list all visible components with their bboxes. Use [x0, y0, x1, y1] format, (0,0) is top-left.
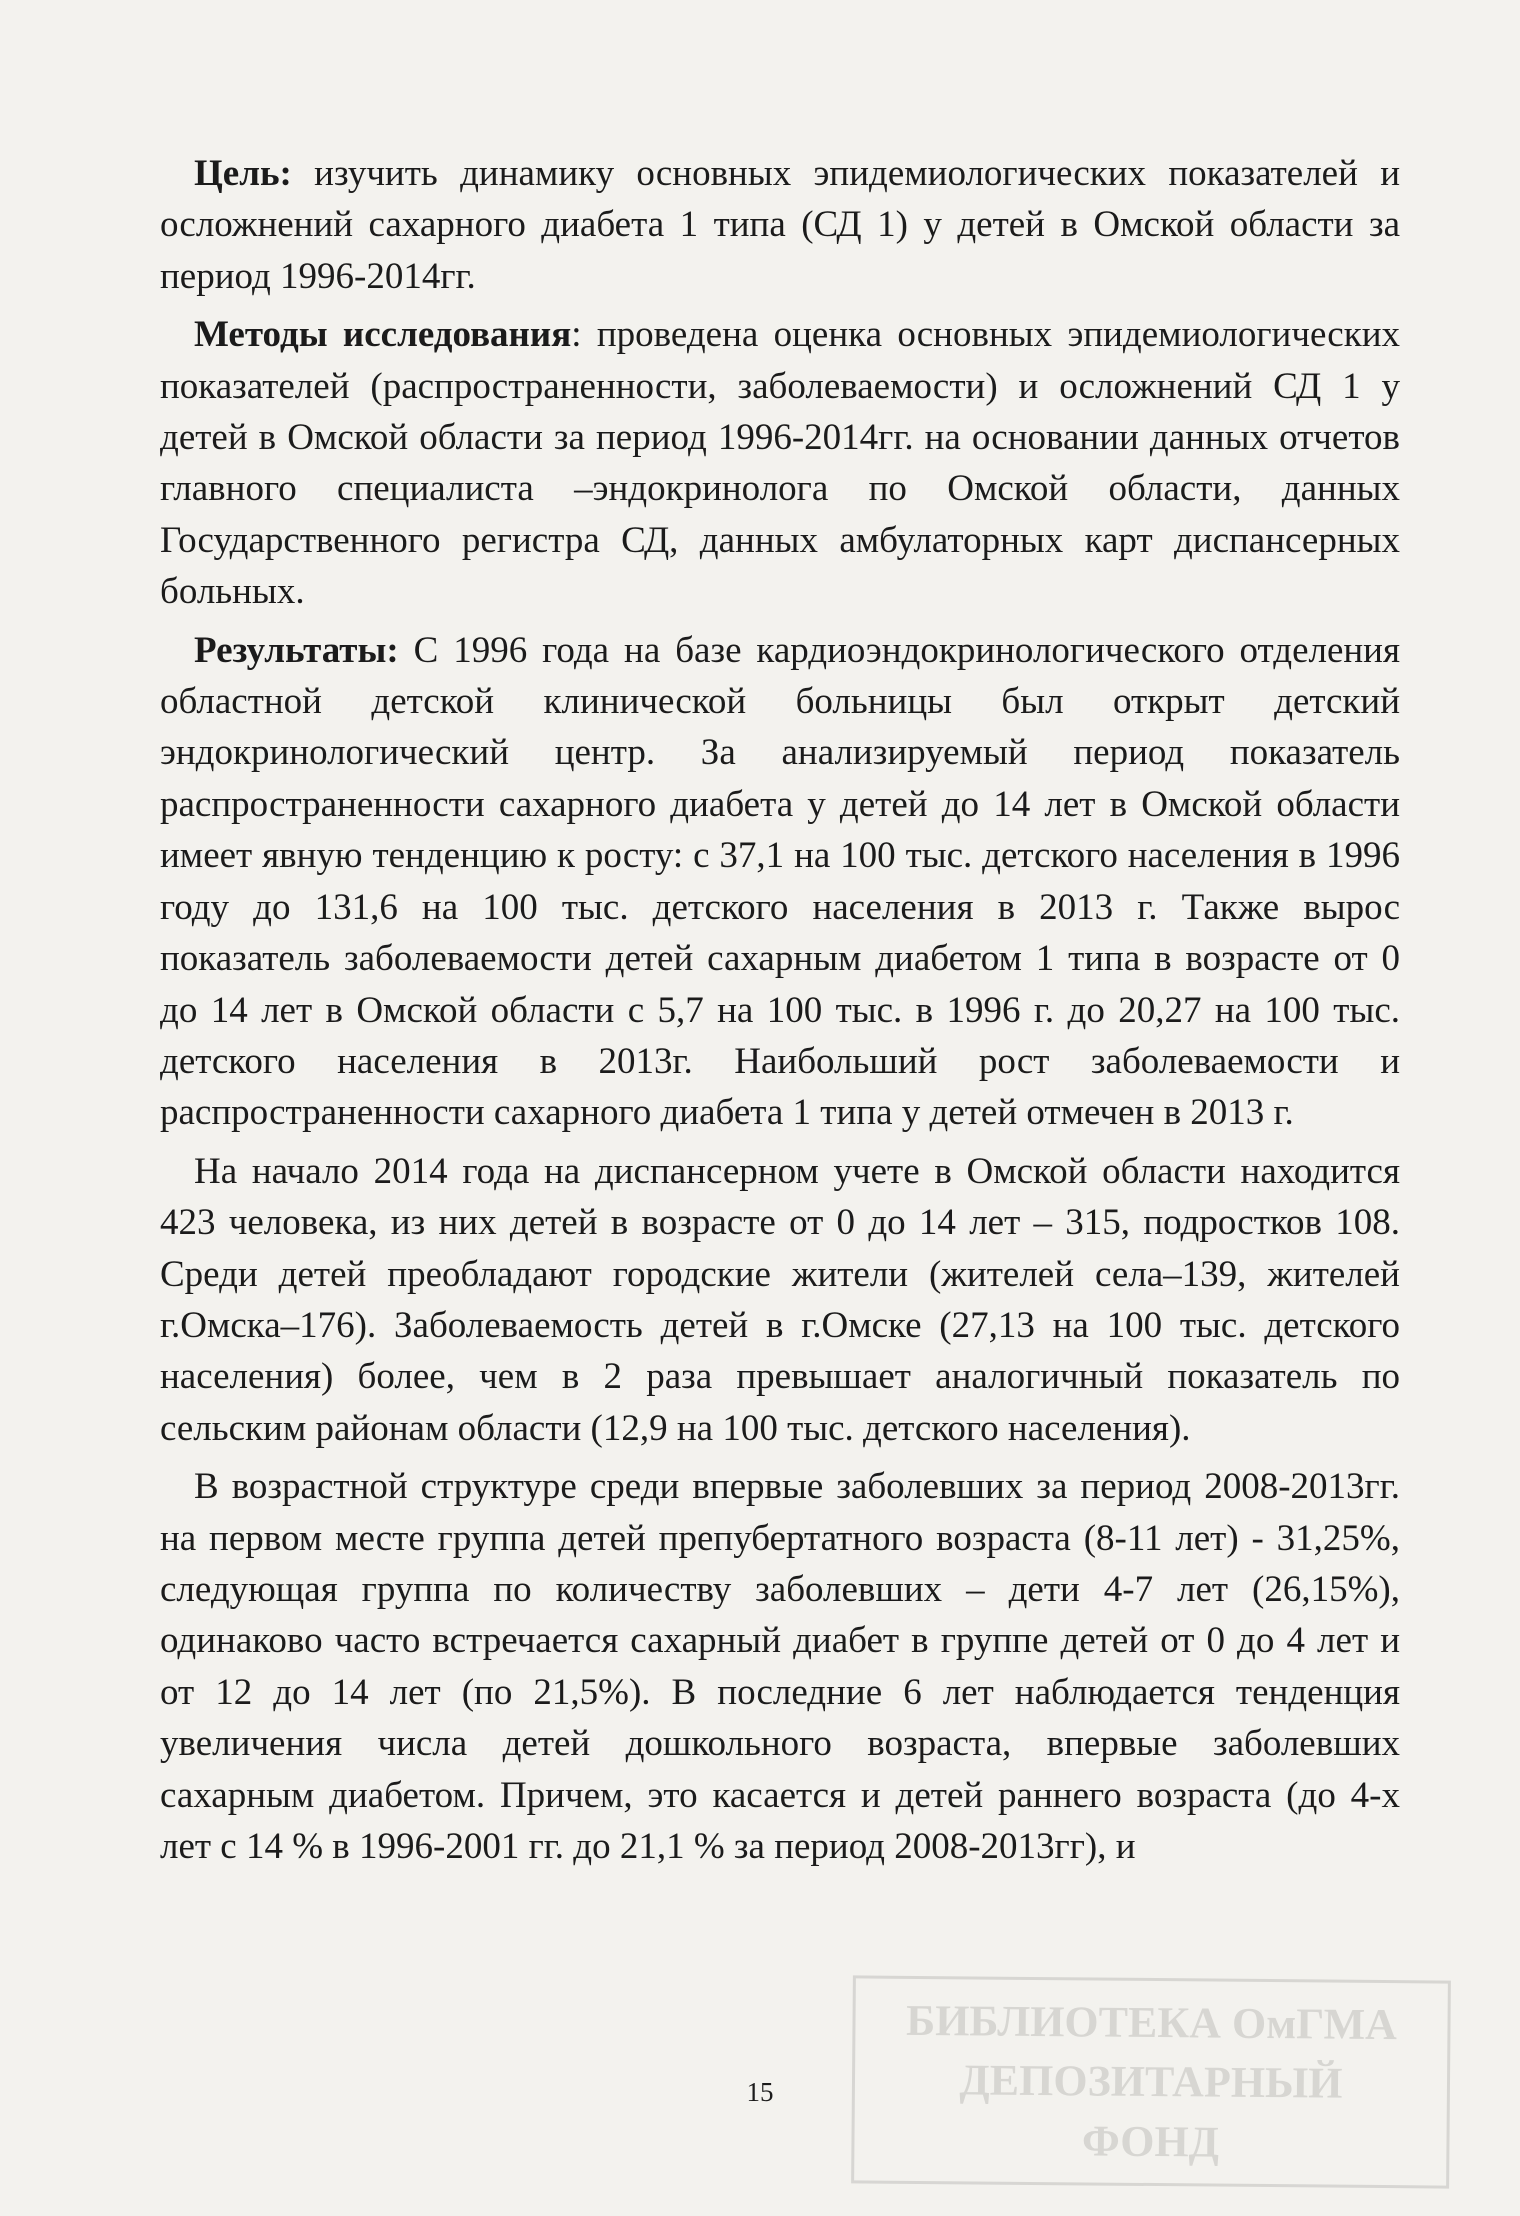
paragraph-text: На начало 2014 года на диспансерном учете в Омской области находится 423 человека, из них детей в возрасте от 0 до 14 лет – 315, подростков 108. Среди детей преобладают городские жители (жителей села–139, жителей г.Омска–176). Заболеваемость детей в г.Омске (27,13 на 100 тыс. детского населения) более, чем в 2 раза превышает аналогичный показатель по сельским районам области (12,9 на 100 тыс. детского населения).: [160, 1150, 1400, 1449]
stamp-line: ДЕПОЗИТАРНЫЙ: [959, 2055, 1343, 2108]
paragraph-text: В возрастной структуре среди впервые заболевших за период 2008-2013гг. на первом месте группа детей препубертатного возраста (8-11 лет) - 31,25%, следующая группа по количеству заболевших – дети 4-7 лет (26,15%), одинаково часто встречается сахарный диабет в группе детей от 0 до 4 лет и от 12 до 14 лет (по 21,5%). В последние 6 лет наблюдается тенденция увеличения числа детей дошкольного возраста, впервые заболевших сахарным диабетом. Причем, это касается и детей раннего возраста (до 4-х лет с 14 % в 1996-2001 гг. до 21,1 % за период 2008-2013гг), и: [160, 1466, 1400, 1867]
paragraph-lead: Результаты:: [194, 629, 399, 671]
paragraph-lead: Цель:: [194, 153, 292, 194]
paragraph-results: [160, 625, 1400, 1139]
paragraph-goal: [160, 148, 1400, 302]
page-number: 15: [746, 2077, 774, 2107]
body-text: [160, 148, 1400, 1872]
paragraph-registry: [160, 1146, 1400, 1454]
stamp-line: ФОНД: [1081, 2116, 1220, 2167]
paragraph-text: : проведена оценка основных эпидемиологических показателей (распространенности, заболеваемости) и осложнений СД 1 у детей в Омской области за период 1996-2014гг. на основании данных отчетов главного специалиста –эндокринолога по Омской области, данных Государственного регистра СД, данных амбулаторных карт диспансерных больных.: [160, 314, 1400, 613]
paragraph-text: изучить динамику основных эпидемиологических показателей и осложнений сахарного диабета 1 типа (СД 1) у детей в Омской области за период 1996-2014гг.: [160, 153, 1400, 297]
paragraph-text: С 1996 года на базе кардиоэндокринологического отделения областной детской клинической больницы был открыт детский эндокринологический центр. За анализируемый период показатель распространенности сахарного диабета у детей до 14 лет в Омской области имеет явную тенденцию к росту: с 37,1 на 100 тыс. детского населения в 1996 году до 131,6 на 100 тыс. детского населения в 2013 г. Также вырос показатель заболеваемости детей сахарным диабетом 1 типа в возрасте от 0 до 14 лет в Омской области с 5,7 на 100 тыс. в 1996 г. до 20,27 на 100 тыс. детского населения в 2013г. Наибольший рост заболеваемости и распространенности сахарного диабета 1 типа у детей отмечен в 2013 г.: [160, 629, 1400, 1134]
paragraph-lead: Методы исследования: [194, 314, 572, 356]
stamp-line: БИБЛИОТЕКА ОмГМА: [905, 1995, 1398, 2049]
paragraph-age-structure: [160, 1461, 1400, 1872]
paragraph-methods: [160, 309, 1400, 617]
